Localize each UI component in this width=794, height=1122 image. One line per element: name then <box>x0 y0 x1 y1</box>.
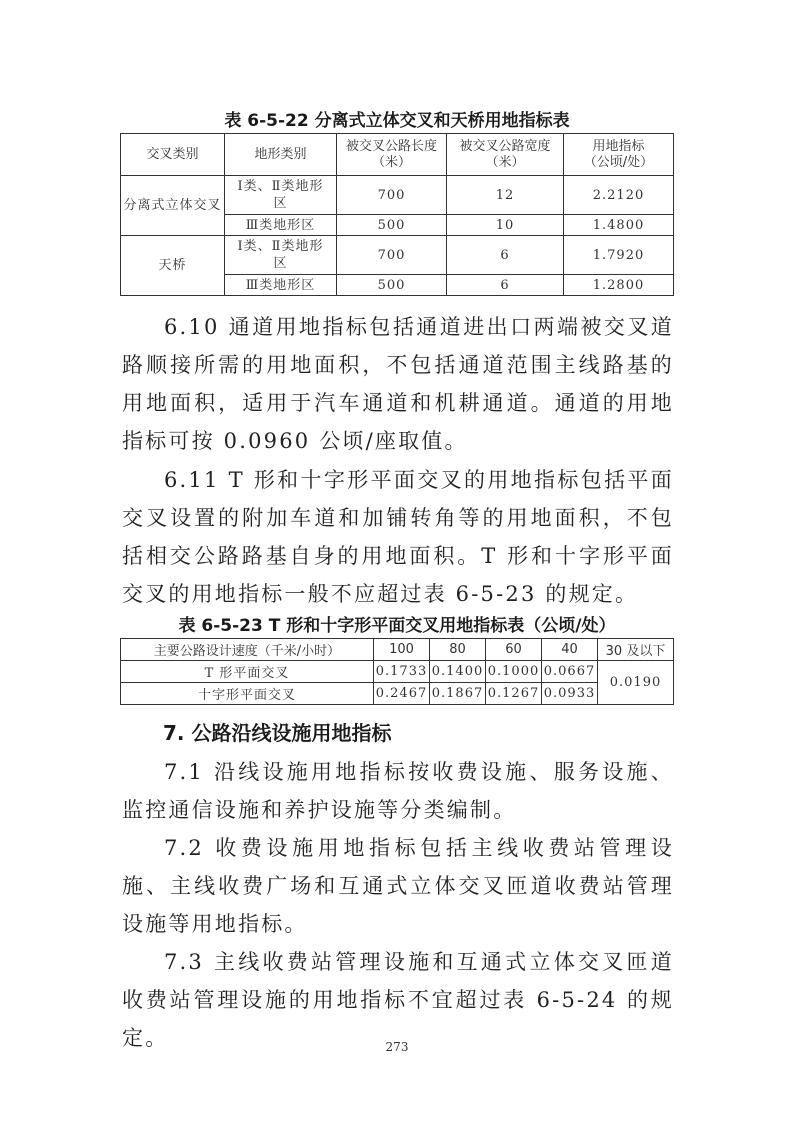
index-cell: 1.4800 <box>564 215 674 236</box>
paragraph-6-10: 6.10 通道用地指标包括通道进出口两端被交叉道路顺接所需的用地面积，不包括通道范围主线路基的用地面积，适用于汽车通道和机耕通道。通道的用地指标可按 0.0960 公顷/座取值。 <box>122 315 674 453</box>
page-number: 273 <box>385 1040 409 1054</box>
value-cell: 0.1267 <box>486 683 542 705</box>
value-cell: 0.1867 <box>430 683 486 705</box>
table-row <box>121 176 674 215</box>
paragraph-7-1: 7.1 沿线设施用地指标按收费设施、服务设施、监控通信设施和养护设施等分类编制。 <box>122 760 674 822</box>
index-cell: 1.2800 <box>564 275 674 296</box>
header-cell: 100 <box>374 639 430 661</box>
row-label-cell: T 形平面交叉 <box>121 661 374 683</box>
paragraph-7-2: 7.2 收费设施用地指标包括主线收费站管理设施、主线收费广场和互通式立体交叉匝道收费站管理设施等用地指标。 <box>122 836 674 936</box>
header-cell: 40 <box>542 639 598 661</box>
category-cell: 分离式立体交叉 <box>121 176 225 236</box>
paragraph-6-11: 6.11 T 形和十字形平面交叉的用地指标包括平面交叉设置的附加车道和加铺转角等的用地面积，不包括相交公路路基自身的用地面积。T 形和十字形平面交叉的用地指标一般不应超过表 6-5-23 的规定。 <box>122 468 674 606</box>
terrain-cell: Ⅲ类地形区 <box>225 215 337 236</box>
table-row <box>121 683 674 705</box>
length-cell: 700 <box>337 236 447 275</box>
value-cell: 0.1733 <box>374 661 430 683</box>
table-row <box>121 236 674 275</box>
header-cell: 60 <box>486 639 542 661</box>
header-cell: 地形类别 <box>225 134 337 176</box>
value-cell: 0.0667 <box>542 661 598 683</box>
width-cell: 10 <box>447 215 564 236</box>
table-6-5-23 <box>120 638 674 705</box>
header-cell: 交叉类别 <box>121 134 225 176</box>
value-cell: 0.0933 <box>542 683 598 705</box>
merged-value-cell: 0.0190 <box>598 661 674 705</box>
table-header-row <box>121 639 674 661</box>
length-cell: 500 <box>337 275 447 296</box>
header-cell: 30 及以下 <box>598 639 674 661</box>
value-cell: 0.2467 <box>374 683 430 705</box>
paragraph-7-3: 7.3 主线收费站管理设施和互通式立体交叉匝道收费站管理设施的用地指标不宜超过表 6-5-24 的规定。 <box>122 950 674 1050</box>
length-cell: 500 <box>337 215 447 236</box>
row-label-cell: 十字形平面交叉 <box>121 683 374 705</box>
header-cell: 用地指标 （公顷/处） <box>564 134 674 176</box>
header-cell: 主要公路设计速度（千米/小时） <box>121 639 374 661</box>
table-row <box>121 661 674 683</box>
header-cell: 被交叉公路长度 （米） <box>337 134 447 176</box>
value-cell: 0.1000 <box>486 661 542 683</box>
table-header-row <box>121 134 674 176</box>
width-cell: 6 <box>447 236 564 275</box>
terrain-cell: Ⅲ类地形区 <box>225 275 337 296</box>
index-cell: 2.2120 <box>564 176 674 215</box>
width-cell: 6 <box>447 275 564 296</box>
table-6-5-22-caption: 表 6-5-22 分离式立体交叉和天桥用地指标表 <box>224 111 570 131</box>
value-cell: 0.1400 <box>430 661 486 683</box>
terrain-cell: Ⅰ类、Ⅱ类地形区 <box>225 236 337 275</box>
width-cell: 12 <box>447 176 564 215</box>
category-cell: 天桥 <box>121 236 225 296</box>
header-cell: 被交叉公路宽度 （米） <box>447 134 564 176</box>
terrain-cell: Ⅰ类、Ⅱ类地形区 <box>225 176 337 215</box>
table-6-5-22 <box>120 133 674 296</box>
length-cell: 700 <box>337 176 447 215</box>
section-7-heading: 7. 公路沿线设施用地指标 <box>163 721 392 745</box>
header-cell: 80 <box>430 639 486 661</box>
index-cell: 1.7920 <box>564 236 674 275</box>
table-6-5-23-caption: 表 6-5-23 T 形和十字形平面交叉用地指标表（公顷/处） <box>178 616 616 636</box>
